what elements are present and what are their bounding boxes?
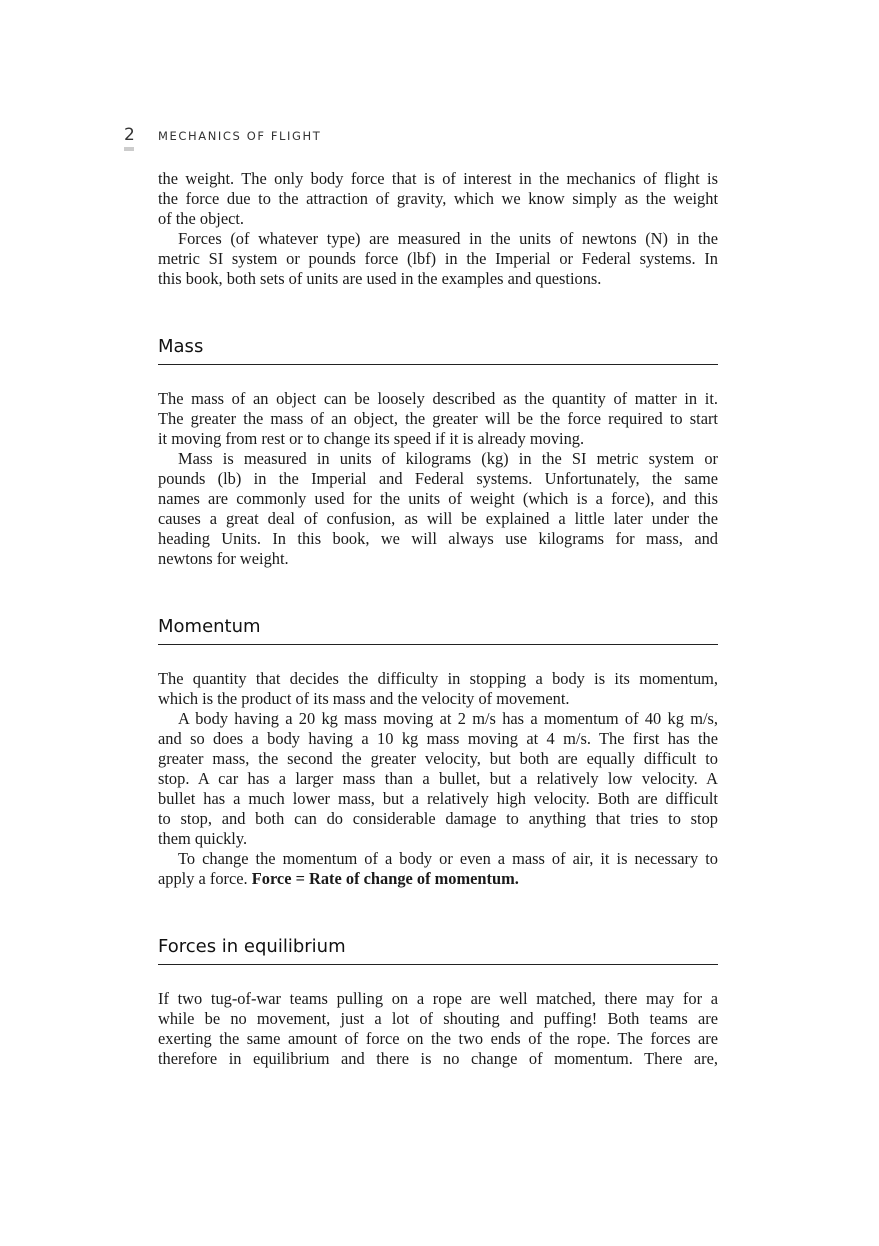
text-line: A body having a 20 kg mass moving at 2 m/s has a momentum of 40 kg m/s, <box>178 709 718 728</box>
text-line: The quantity that decides the difficulty in stopping a body is its momentum, <box>158 669 718 688</box>
mass-text <box>158 389 718 569</box>
text-line: the force due to the attraction of gravity, which we know simply as the weight <box>158 189 718 208</box>
text-line: which is the product of its mass and the velocity of movement. <box>158 689 570 708</box>
text-line: therefore in equilibrium and there is no change of momentum. There are, <box>158 1049 718 1068</box>
running-title: MECHANICS OF FLIGHT <box>158 129 322 143</box>
section-heading-equilibrium: Forces in equilibrium <box>158 936 718 965</box>
text-line: them quickly. <box>158 829 248 848</box>
page-number: 2 <box>124 125 135 145</box>
emphasized-formula: Force = Rate of change of momentum. <box>251 869 519 888</box>
text-line: exerting the same amount of force on the two ends of the rope. The forces are <box>158 1029 718 1048</box>
text-line: To change the momentum of a body or even a mass of air, it is necessary to <box>178 849 718 868</box>
page-number-marker <box>124 147 134 151</box>
momentum-text <box>158 669 718 889</box>
text-line: newtons for weight. <box>158 549 289 568</box>
text-line: and so does a body having a 10 kg mass moving at 4 m/s. The first has the <box>158 729 718 748</box>
text-line: stop. A car has a larger mass than a bullet, but a relatively low velocity. A <box>158 769 718 788</box>
text-line: Forces (of whatever type) are measured in the units of newtons (N) in the <box>178 229 718 248</box>
text-line: bullet has a much lower mass, but a relatively high velocity. Both are difficult <box>158 789 718 808</box>
text-run: apply a force. <box>158 869 252 888</box>
text-line: of the object. <box>158 209 245 228</box>
section-heading-mass: Mass <box>158 336 718 365</box>
text-line: The greater the mass of an object, the greater will be the force required to start <box>158 409 718 428</box>
section-heading-momentum: Momentum <box>158 616 718 645</box>
text-line: pounds (lb) in the Imperial and Federal systems. Unfortunately, the same <box>158 469 718 488</box>
text-line <box>158 869 718 889</box>
text-line: the weight. The only body force that is of interest in the mechanics of flight is <box>158 169 718 188</box>
text-line: heading Units. In this book, we will always use kilograms for mass, and <box>158 529 718 548</box>
text-line: names are commonly used for the units of weight (which is a force), and this <box>158 489 718 508</box>
text-line: to stop, and both can do considerable damage to anything that tries to stop <box>158 809 718 828</box>
text-line: this book, both sets of units are used in the examples and questions. <box>158 269 602 288</box>
text-line: causes a great deal of confusion, as will be explained a little later under the <box>158 509 718 528</box>
equilibrium-text <box>158 989 718 1069</box>
intro-text <box>158 169 718 289</box>
text-line: greater mass, the second the greater velocity, but both are equally difficult to <box>158 749 718 768</box>
text-line: while be no movement, just a lot of shouting and puffing! Both teams are <box>158 1009 718 1028</box>
text-line: If two tug-of-war teams pulling on a rope are well matched, there may for a <box>158 989 718 1008</box>
text-line: metric SI system or pounds force (lbf) in the Imperial or Federal systems. In <box>158 249 718 268</box>
text-line: The mass of an object can be loosely described as the quantity of matter in it. <box>158 389 718 408</box>
text-line: it moving from rest or to change its speed if it is already moving. <box>158 429 585 448</box>
text-line: Mass is measured in units of kilograms (kg) in the SI metric system or <box>178 449 718 468</box>
